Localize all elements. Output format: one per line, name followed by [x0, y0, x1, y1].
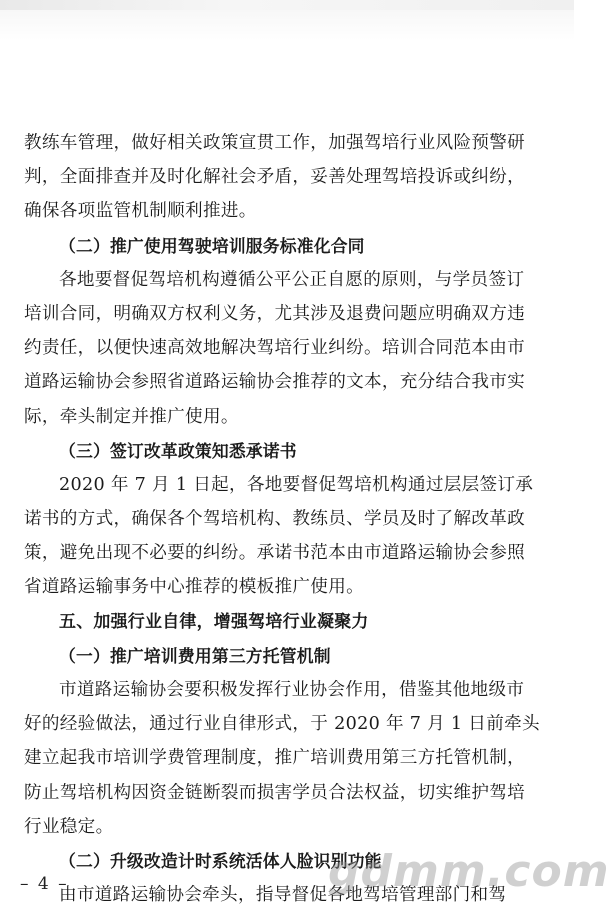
paragraph-line: 道路运输协会参照省道路运输协会推荐的文本，充分结合我市实 [24, 372, 526, 393]
section-heading: 五、加强行业自律，增强驾培行业凝聚力 [59, 611, 369, 632]
paragraph-line: 市道路运输协会要积极发挥行业协会作用，借鉴其他地级市 [59, 680, 525, 700]
section-subheading: （二）推广使用驾驶培训服务标准化合同 [59, 235, 365, 256]
section-subheading: （三）签订改革政策知悉承诺书 [59, 440, 297, 461]
paragraph-line: 际，牵头制定并推广使用。 [24, 406, 239, 427]
site-watermark: gdmm.com [328, 846, 610, 897]
paragraph-line: 诺书的方式，确保各个驾培机构、教练员、学员及时了解改革政 [24, 509, 526, 530]
paragraph-line: 省道路运输事务中心推荐的模板推广使用。 [24, 577, 364, 598]
page-top-edge [0, 0, 574, 10]
paragraph-line: 2020 年 7 月 1 日起，各地要督促驾培机构通过层层签订承 [59, 474, 534, 495]
paragraph-line: 各地要督促驾培机构遵循公平公正自愿的原则，与学员签订 [59, 269, 525, 290]
paragraph-line: 策，避免出现不必要的纠纷。承诺书范本由市道路运输协会参照 [24, 543, 526, 564]
paragraph-line: 由市道路运输协会牵头，指导督促各地驾培管理部门和驾 [59, 885, 507, 906]
page-number: – 4 – [20, 874, 69, 894]
paragraph-line: 防止驾培机构因资金链断裂而损害学员合法权益，切实维护驾培 [24, 782, 526, 803]
paragraph-line: 约责任，以便快速高效地解决驾培行业纠纷。培训合同范本由市 [24, 338, 526, 359]
paragraph-line: 教练车管理，做好相关政策宣贯工作，加强驾培行业风险预警研 [24, 133, 526, 153]
paragraph-line: 建立起我市培训学费管理制度，推广培训费用第三方托管机制， [24, 748, 526, 769]
paragraph-line: 行业稳定。 [24, 816, 114, 837]
section-subheading: （二）升级改造计时系统活体人脸识别功能 [59, 850, 382, 871]
section-subheading: （一）推广培训费用第三方托管机制 [59, 645, 331, 666]
paragraph-line: 判，全面排查并及时化解社会矛盾，妥善处理驾培投诉或纠纷， [24, 167, 526, 188]
paragraph-line: 培训合同，明确双方权利义务，尤其涉及退费问题应明确双方违 [24, 303, 526, 324]
paragraph-line: 好的经验做法，通过行业自律形式，于 2020 年 7 月 1 日前牵头 [24, 714, 540, 735]
document-body [24, 126, 554, 912]
paragraph-line: 确保各项监管机制顺利推进。 [24, 201, 257, 222]
